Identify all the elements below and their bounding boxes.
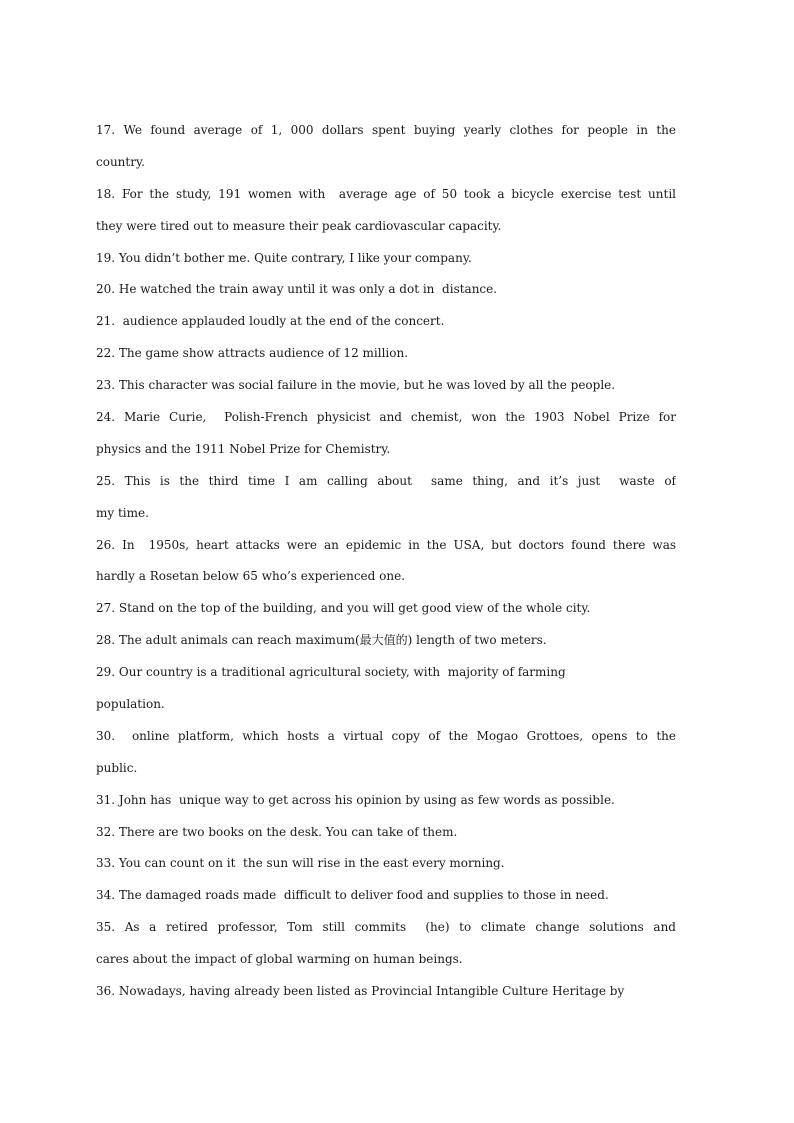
- text-line: hardly a Rosetan below 65 who’s experienced one.: [96, 569, 406, 584]
- text-line: 30. online platform, which hosts a virtual copy of the Mogao Grottoes, opens to the: [96, 728, 676, 743]
- text-line: population.: [96, 697, 165, 712]
- text-line: 21. audience applauded loudly at the end of the concert.: [96, 314, 445, 329]
- text-line: 32. There are two books on the desk. You can take of them.: [96, 824, 458, 839]
- text-line: public.: [96, 760, 138, 775]
- text-line: 27. Stand on the top of the building, and you will get good view of the whole city.: [96, 601, 591, 616]
- text-line: 23. This character was social failure in the movie, but he was loved by all the people.: [96, 378, 616, 393]
- text-line: 24. Marie Curie, Polish-French physicist and chemist, won the 1903 Nobel Prize for: [96, 410, 676, 425]
- text-line: 17. We found average of 1, 000 dollars spent buying yearly clothes for people in the: [96, 123, 676, 137]
- text-line: country.: [96, 154, 145, 169]
- text-line: 19. You didn’t bother me. Quite contrary, I like your company.: [96, 250, 472, 265]
- text-line: 28. The adult animals can reach maximum(最大值的) length of two meters.: [96, 633, 547, 648]
- text-line: they were tired out to measure their peak cardiovascular capacity.: [96, 218, 502, 233]
- text-line: 22. The game show attracts audience of 12 million.: [96, 346, 409, 361]
- text-line: cares about the impact of global warming on human beings.: [96, 952, 463, 967]
- text-line: my time.: [96, 505, 149, 520]
- text-line: 18. For the study, 191 women with average age of 50 took a bicycle exercise test until: [96, 186, 676, 201]
- text-line: 31. John has unique way to get across his opinion by using as few words as possible.: [96, 792, 615, 807]
- exercise-text: [96, 118, 676, 1011]
- text-line: 35. As a retired professor, Tom still commits (he) to climate change solutions and: [96, 920, 676, 935]
- text-line: 34. The damaged roads made difficult to deliver food and supplies to those in need.: [96, 888, 609, 903]
- text-line: 20. He watched the train away until it was only a dot in distance.: [96, 282, 498, 297]
- text-line: 25. This is the third time I am calling about same thing, and it’s just waste of: [96, 473, 676, 488]
- text-line: 26. In 1950s, heart attacks were an epidemic in the USA, but doctors found there was: [96, 537, 676, 552]
- text-line: 36. Nowadays, having already been listed as Provincial Intangible Culture Heritage by: [96, 984, 625, 999]
- text-line: physics and the 1911 Nobel Prize for Chemistry.: [96, 441, 391, 456]
- text-line: 29. Our country is a traditional agricultural society, with majority of farming: [96, 665, 566, 680]
- text-line: 33. You can count on it the sun will rise in the east every morning.: [96, 856, 505, 871]
